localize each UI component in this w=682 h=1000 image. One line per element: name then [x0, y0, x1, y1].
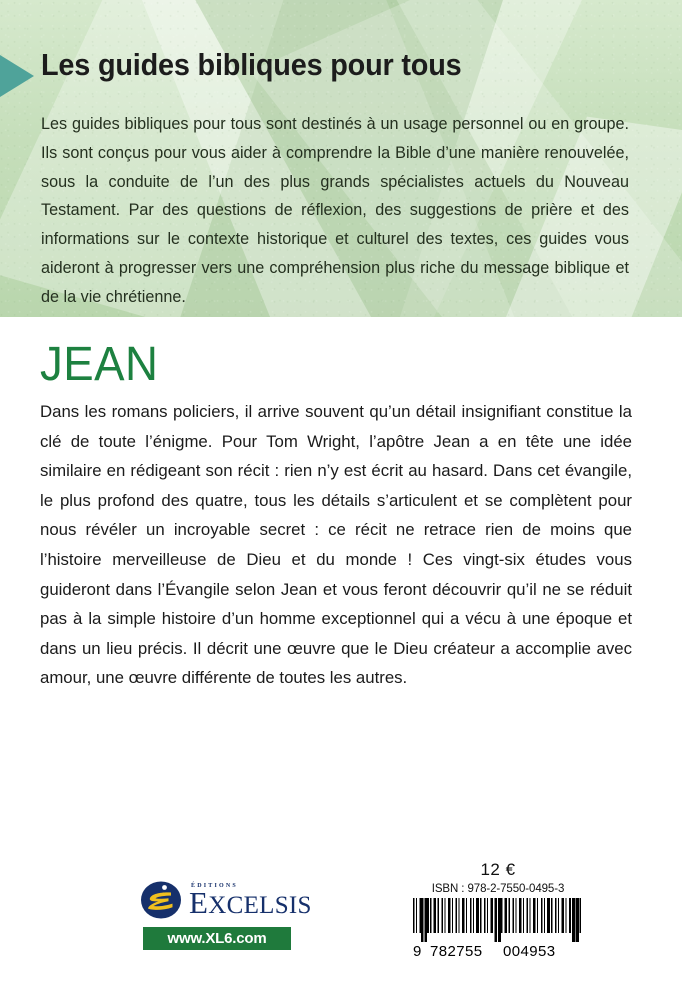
publisher-name-rest: XCELSIS — [208, 892, 312, 919]
barcode-guard — [495, 898, 497, 942]
publisher-imprint-label: ÉDITIONS — [191, 883, 238, 889]
publisher-website-banner[interactable] — [143, 927, 291, 950]
book-blurb: Dans les romans policiers, il arrive souvent qu’un détail insignifiant constitue la clé de toute l’énigme. Pour Tom Wright, l’apôtre Jean a en tête une idée similaire en rédigeant son récit : rien n’y est écrit au hasard. Dans cet évangile, le plus profond des quatre, tous les détails s’articulent et se complètent pour nous révéler un incroyable secret : ce récit ne retrace rien de moins que l’histoire merveilleuse de Dieu et du monde ! Ces vingt-six études vous guideront dans l’Évangile selon Jean et vous feront découvrir qu’il ne se réduit pas à la simple histoire d’un homme exceptionnel qui a vécu à une époque et dans un lieu précis. Il décrit une œuvre que le Dieu créateur a accomplie avec amour, une œuvre différente de toutes les autres. — [40, 402, 632, 688]
publisher-block — [140, 880, 370, 950]
barcode-notch — [501, 933, 571, 942]
series-title: Les guides bibliques pour tous — [41, 47, 462, 82]
barcode-guard — [573, 898, 575, 942]
series-header-panel — [0, 0, 682, 317]
commerce-block — [408, 860, 588, 959]
price-label: 12 € — [480, 860, 516, 879]
excelsis-circle-logo-icon — [140, 880, 182, 920]
footer — [0, 860, 682, 1000]
book-title: JEAN — [40, 338, 159, 391]
publisher-website-label: www.XL6.com — [167, 930, 267, 947]
triangle-right-icon — [0, 55, 34, 97]
ean13-barcode-icon — [413, 898, 583, 942]
barcode-notch — [413, 933, 421, 942]
barcode-notch — [427, 933, 493, 942]
barcode-left-group: 782755 — [430, 943, 483, 960]
barcode-right-group: 004953 — [503, 943, 556, 960]
barcode-lead-digit: 9 — [413, 943, 422, 960]
barcode-notch — [579, 933, 585, 942]
publisher-wordmark — [189, 883, 312, 919]
barcode-digits — [413, 943, 583, 959]
isbn-label: ISBN : 978-2-7550-0495-3 — [431, 883, 565, 895]
barcode-guard — [421, 898, 423, 942]
series-description: Les guides bibliques pour tous sont destinés à un usage personnel ou en groupe. Ils sont conçus pour vous aider à comprendre la Bible d’une manière renouvelée, sous la conduite de l’un des plus grands spécialistes actuels du Nouveau Testament. Par des questions de réflexion, des suggestions de prière et des informations sur le contexte historique et culturel des textes, ces guides vous aideront à progresser vers une compréhension plus riche du message biblique et de la vie chrétienne. — [41, 115, 629, 306]
publisher-logo-row — [140, 880, 370, 920]
publisher-name-initial: E — [189, 885, 209, 920]
